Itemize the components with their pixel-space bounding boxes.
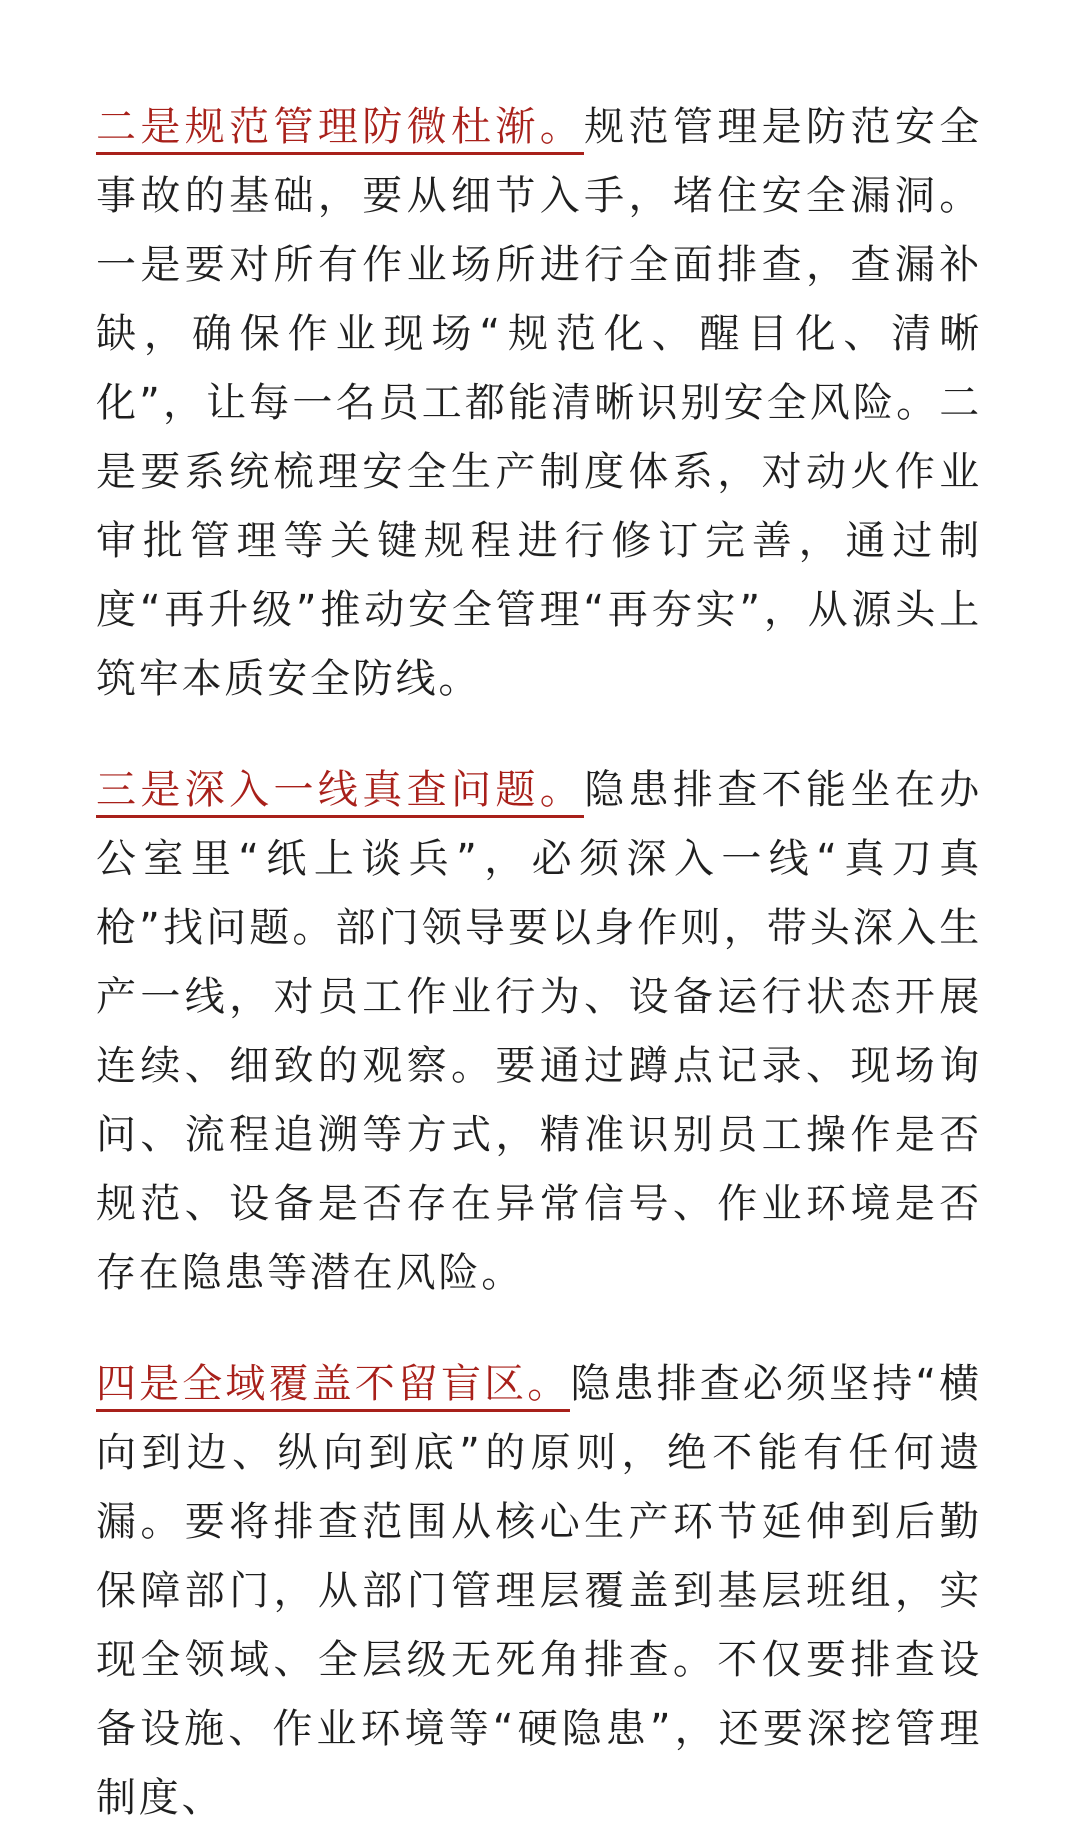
paragraph-3-frontline-inspection xyxy=(96,756,982,1308)
article-body xyxy=(96,93,982,1833)
paragraph-heading: 四是全域覆盖不留盲区。 xyxy=(96,1361,570,1412)
paragraph-text: 隐患排查必须坚持“横向到边、纵向到底”的原则，绝不能有任何遗漏。要将排查范围从核心生产环节延伸到后勤保障部门，从部门管理层覆盖到基层班组，实现全领域、全层级无死角排查。不仅要排查设备设施、作业环境等“硬隐患”，还要深挖管理制度、 xyxy=(96,1361,982,1821)
paragraph-text: 规范管理是防范安全事故的基础，要从细节入手，堵住安全漏洞。一是要对所有作业场所进行全面排查，查漏补缺，确保作业现场“规范化、醒目化、清晰化”，让每一名员工都能清晰识别安全风险。二是要系统梳理安全生产制度体系，对动火作业审批管理等关键规程进行修订完善，通过制度“再升级”推动安全管理“再夯实”，从源头上筑牢本质安全防线。 xyxy=(96,104,982,702)
paragraph-heading: 三是深入一线真查问题。 xyxy=(96,767,584,818)
paragraph-2-standardized-management xyxy=(96,93,982,714)
paragraph-4-full-coverage xyxy=(96,1350,982,1833)
paragraph-text: 隐患排查不能坐在办公室里“纸上谈兵”，必须深入一线“真刀真枪”找问题。部门领导要以身作则，带头深入生产一线，对员工作业行为、设备运行状态开展连续、细致的观察。要通过蹲点记录、现场询问、流程追溯等方式，精准识别员工操作是否规范、设备是否存在异常信号、作业环境是否存在隐患等潜在风险。 xyxy=(96,767,982,1296)
paragraph-heading: 二是规范管理防微杜渐。 xyxy=(96,104,584,155)
